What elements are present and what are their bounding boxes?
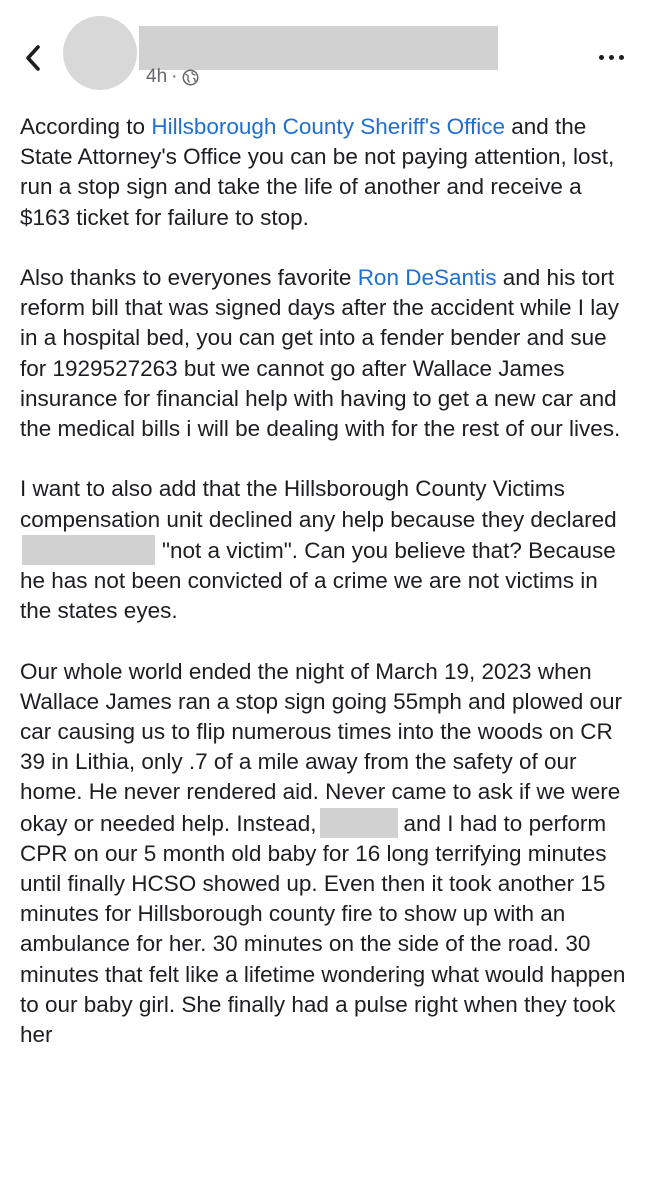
- post-body: [20, 112, 630, 1080]
- paragraph-text: According to: [20, 114, 152, 139]
- redacted-name: [22, 535, 155, 565]
- desantis-link[interactable]: Ron DeSantis: [357, 265, 497, 290]
- post-paragraph-2: [20, 263, 630, 444]
- redacted-name: [320, 808, 398, 838]
- post-paragraph-4: [20, 657, 630, 1051]
- globe-icon[interactable]: [182, 69, 199, 86]
- post-paragraph-1: [20, 112, 630, 233]
- more-dot: [599, 55, 604, 60]
- author-name-redacted[interactable]: [139, 26, 498, 70]
- more-dot: [609, 55, 614, 60]
- paragraph-text: Our whole world ended the night of March 19, 2023 when Wallace James ran a stop sign going 55mph and plowed our car causing us to flip numerous times into the woods on CR 39 in Lithia, only .7 of a mile away from the safety of our home. He never rendered aid. Never came to ask if we were okay or needed help. Instead,: [20, 658, 623, 836]
- paragraph-text: "not a victim". Can you believe that? Because he has not been convicted of a crime we are not victims in the states eyes.: [20, 537, 616, 624]
- paragraph-text: and the State Attorney's Office you can be not paying attention, lost, run a stop sign and take the life of another and receive a $163 ticket for failure to stop.: [20, 114, 615, 230]
- avatar[interactable]: [63, 16, 137, 90]
- paragraph-text: and his tort reform bill that was signed days after the accident while I lay in a hospital bed, you can get into a fender bender and sue for 1929527263 but we cannot go after Wallace James insurance for financial help with having to get a new car and the medical bills i will be dealing with for the rest of our lives.: [20, 265, 621, 442]
- more-options-button[interactable]: [594, 44, 628, 70]
- chevron-left-icon: [25, 45, 41, 71]
- more-dot: [619, 55, 624, 60]
- paragraph-text: and I had to perform CPR on our 5 month old baby for 16 long terrifying minutes until finally HCSO showed up. Even then it took another 15 minutes for Hillsborough county fire to show up with an ambulance for her. 30 minutes on the side of the road. 30 minutes that felt like a lifetime wondering what would happen to our baby girl. She finally had a pulse right when they took her: [20, 810, 626, 1048]
- paragraph-text: I want to also add that the Hillsborough County Victims compensation unit declined any help because they declared: [20, 476, 617, 532]
- post-header: [0, 0, 646, 100]
- paragraph-text: Also thanks to everyones favorite: [20, 265, 358, 290]
- sheriff-office-link[interactable]: Hillsborough County Sheriff's Office: [151, 114, 505, 139]
- back-button[interactable]: [18, 38, 48, 78]
- meta-separator: ·: [171, 66, 178, 87]
- post-timestamp[interactable]: 4h: [146, 66, 168, 87]
- post-paragraph-3: [20, 474, 630, 626]
- post-meta: [146, 66, 199, 88]
